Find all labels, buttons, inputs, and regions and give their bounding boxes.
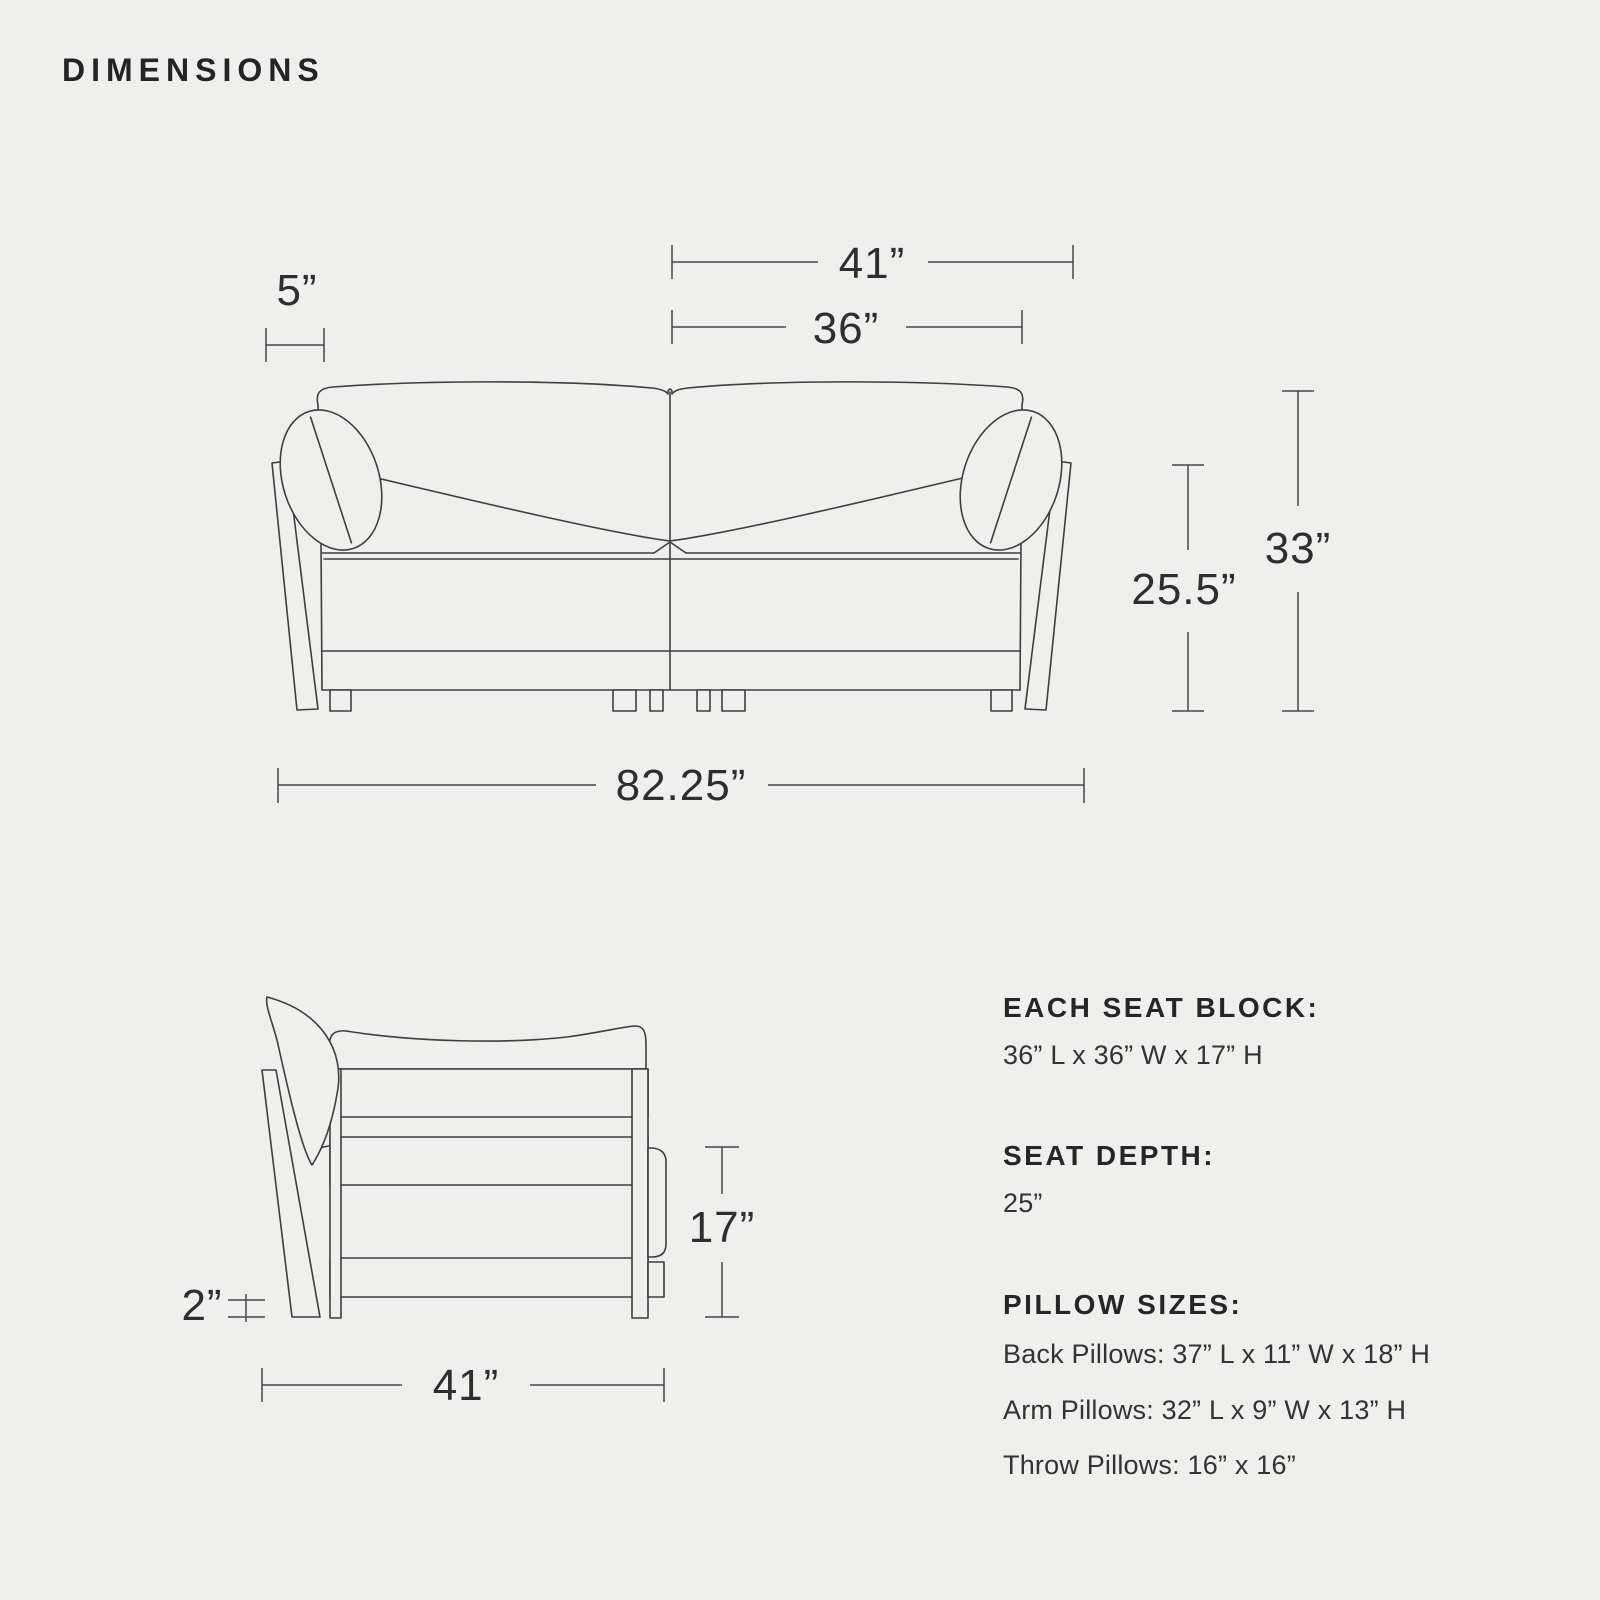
spec-heading-pillow-sizes: PILLOW SIZES:: [1003, 1289, 1243, 1320]
seat-side-view-drawing: [262, 997, 666, 1318]
sofa-legs: [330, 690, 1012, 711]
dim-label-frame-height: 17”: [688, 1203, 756, 1252]
spec-line-throw-pillows: Throw Pillows: 16” x 16”: [1003, 1450, 1296, 1480]
side-arm-pillow: [648, 1148, 666, 1257]
spec-line-back-pillows: Back Pillows: 37” L x 11” W x 18” H: [1003, 1339, 1431, 1369]
dim-label-overall-width: 82.25”: [615, 761, 747, 810]
dim-line-arm-width: [266, 328, 324, 362]
dim-label-module-width: 36”: [812, 304, 880, 353]
dim-label-overall-height: 33”: [1264, 524, 1332, 573]
side-frame-rails: [330, 1069, 648, 1297]
sofa-front-view-drawing: [263, 382, 1079, 711]
dim-label-arm-height: 25.5”: [1131, 565, 1237, 614]
dim-line-leg-height: [228, 1294, 265, 1322]
spec-heading-seat-block: EACH SEAT BLOCK:: [1003, 992, 1320, 1023]
spec-value-seat-depth: 25”: [1003, 1188, 1043, 1218]
dimension-lines: [228, 245, 1314, 1402]
spec-line-arm-pillows: Arm Pillows: 32” L x 9” W x 13” H: [1003, 1395, 1407, 1425]
dim-label-overall-depth: 41”: [432, 1361, 500, 1410]
dim-label-module-with-arm: 41”: [838, 239, 906, 288]
page-title: DIMENSIONS: [62, 52, 325, 88]
spec-heading-seat-depth: SEAT DEPTH:: [1003, 1140, 1216, 1171]
spec-value-seat-block: 36” L x 36” W x 17” H: [1003, 1040, 1263, 1070]
dim-label-arm-width: 5”: [276, 266, 318, 315]
side-rail-endcap: [648, 1262, 664, 1297]
side-top-cushion: [329, 1026, 646, 1069]
dim-label-leg-height: 2”: [181, 1281, 223, 1330]
